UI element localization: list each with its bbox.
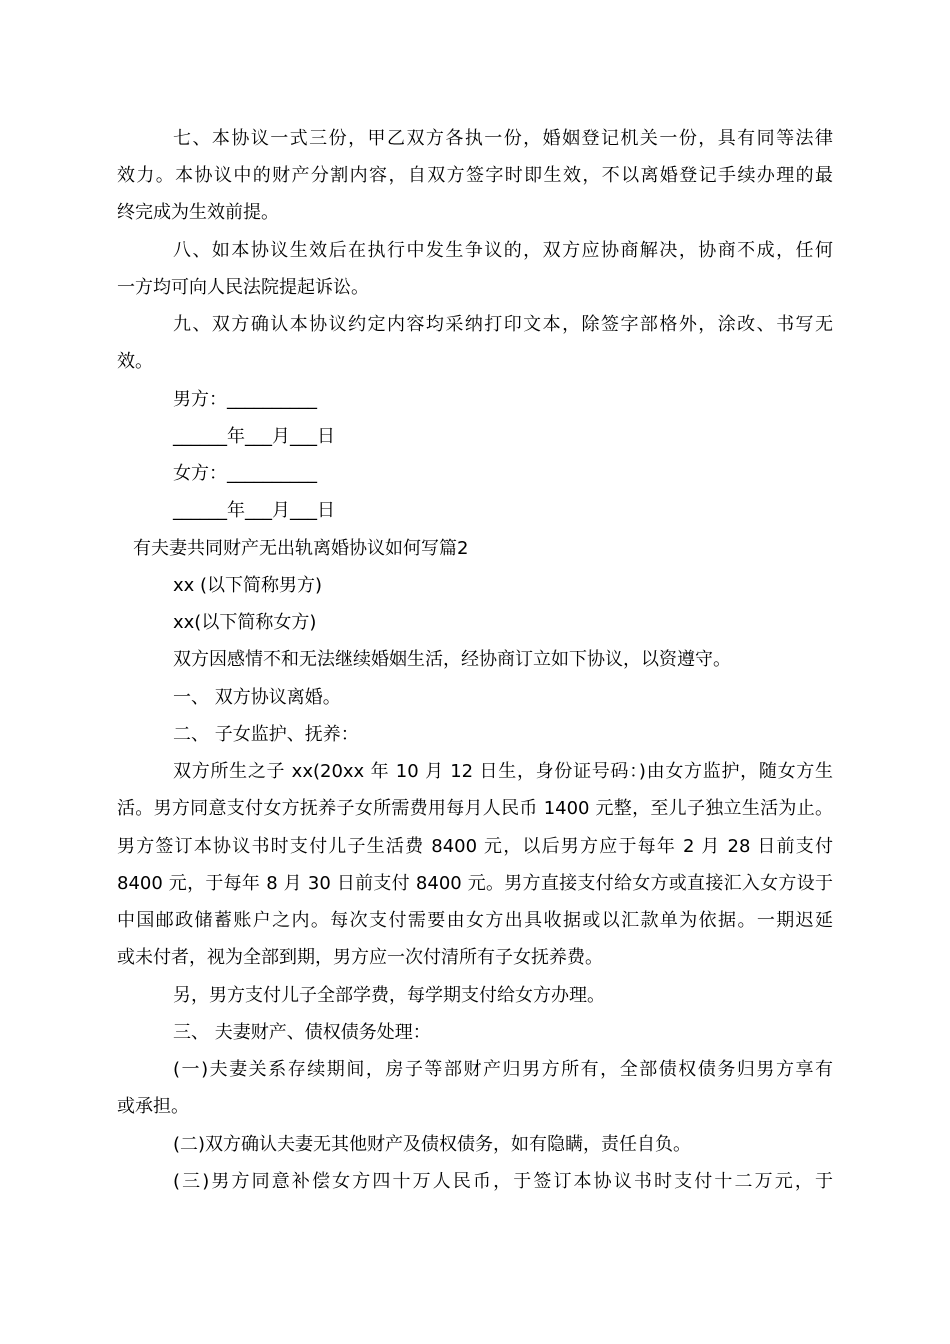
property-2: (二)双方确认夫妻无其他财产及债权债务，如有隐瞒，责任自负。 <box>173 1134 692 1155</box>
female-date-line: ______年___月___日 <box>173 500 335 521</box>
party-male: xx (以下简称男方) <box>173 575 323 596</box>
property-3-line-1: (三)男方同意补偿女方四十万人民币，于签订本协议书时支付十二万元，于 <box>173 1171 833 1192</box>
tuition-paragraph: 另，男方支付儿子全部学费，每学期支付给女方办理。 <box>173 985 605 1006</box>
section-title: 有夫妻共同财产无出轨离婚协议如何写篇2 <box>133 538 469 559</box>
item-3: 三、 夫妻财产、债权债务处理： <box>173 1022 431 1043</box>
intro-paragraph: 双方因感情不和无法继续婚姻生活，经协商订立如下协议，以资遵守。 <box>173 649 731 670</box>
custody-line-2: 活。男方同意支付女方抚养子女所需费用每月人民币 1400 元整，至儿子独立生活为止。 <box>117 798 833 819</box>
clause-8-line-2: 一方均可向人民法院提起诉讼。 <box>117 277 369 298</box>
custody-line-1: 双方所生之子 xx(20xx 年 10 月 12 日生，身份证号码：)由女方监护，随女方生 <box>173 761 833 782</box>
property-1-line-1: (一)夫妻关系存续期间，房子等部财产归男方所有，全部债权债务归男方享有 <box>173 1059 833 1080</box>
male-signature-line: 男方：__________ <box>173 389 317 410</box>
custody-line-5: 中国邮政储蓄账户之内。每次支付需要由女方出具收据或以汇款单为依据。一期迟延 <box>117 910 833 931</box>
clause-7-line-2: 效力。本协议中的财产分割内容，自双方签字时即生效，不以离婚登记手续办理的最 <box>117 165 833 186</box>
item-1: 一、 双方协议离婚。 <box>173 687 341 708</box>
clause-7-line-1: 七、本协议一式三份，甲乙双方各执一份，婚姻登记机关一份，具有同等法律 <box>173 128 833 149</box>
custody-line-3: 男方签订本协议书时支付儿子生活费 8400 元，以后男方应于每年 2 月 28 日前支付 <box>117 836 833 857</box>
clause-8-line-1: 八、如本协议生效后在执行中发生争议的，双方应协商解决，协商不成，任何 <box>173 240 833 261</box>
female-signature-line: 女方：__________ <box>173 463 317 484</box>
custody-line-4: 8400 元，于每年 8 月 30 日前支付 8400 元。男方直接支付给女方或直接汇入女方设于 <box>117 873 833 894</box>
party-female: xx(以下简称女方) <box>173 612 317 633</box>
property-1-line-2: 或承担。 <box>117 1096 189 1117</box>
clause-7-line-3: 终完成为生效前提。 <box>117 202 279 223</box>
item-2: 二、 子女监护、抚养： <box>173 724 359 745</box>
male-date-line: ______年___月___日 <box>173 426 335 447</box>
clause-9-line-2: 效。 <box>117 351 153 372</box>
custody-line-6: 或未付者，视为全部到期，男方应一次付清所有子女抚养费。 <box>117 947 603 968</box>
clause-9-line-1: 九、双方确认本协议约定内容均采纳打印文本，除签字部格外，涂改、书写无 <box>173 314 833 335</box>
